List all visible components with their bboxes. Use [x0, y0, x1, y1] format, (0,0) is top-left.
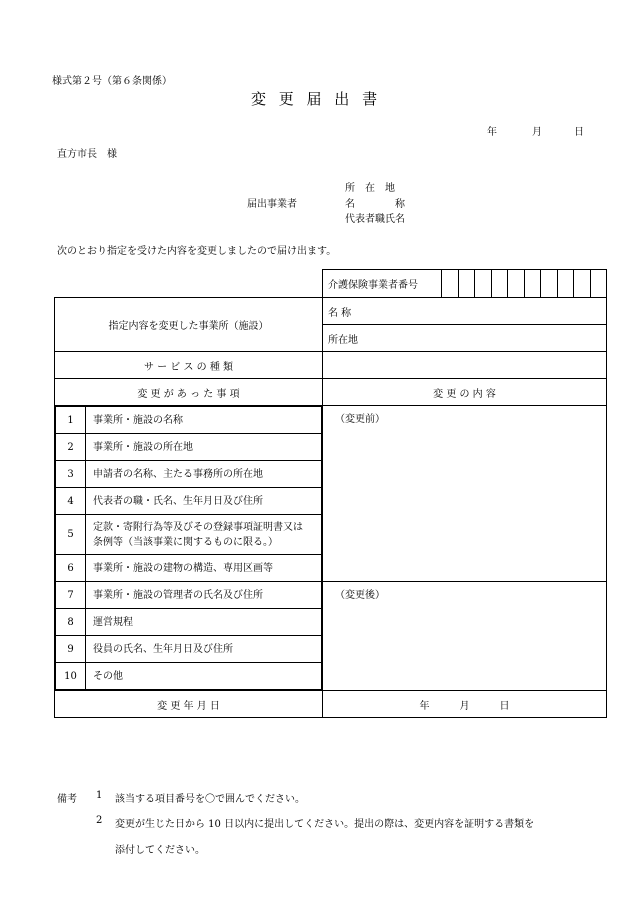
blank-cell	[55, 270, 323, 298]
item-number[interactable]: 9	[56, 636, 86, 663]
facility-name-label: 名 称	[328, 307, 352, 319]
change-content-cell	[323, 406, 607, 691]
item-number[interactable]: 5	[56, 515, 86, 555]
item-text-line2: 条例等（当該事業に関するものに限る。）	[93, 536, 278, 548]
change-form-table	[54, 269, 607, 718]
date-month-label: 月	[532, 127, 542, 138]
before-change-area[interactable]	[323, 406, 606, 582]
insurance-number-label: 介護保険事業者番号	[328, 280, 418, 291]
service-type-cell[interactable]	[323, 352, 607, 379]
insurance-number-row	[323, 270, 607, 298]
item-text: 申請者の名称、主たる事務所の所在地	[86, 461, 322, 488]
item-text: 事業所・施設の建物の構造、専用区画等	[86, 555, 322, 582]
notes-label: 備考	[57, 794, 77, 805]
item-text: 事業所・施設の所在地	[86, 434, 322, 461]
applicant-representative-label: 代表者職氏名	[345, 214, 405, 225]
change-date-value[interactable]: 年 月 日	[323, 691, 607, 718]
note2-continuation: 添付してください。	[115, 845, 205, 856]
item-text: 事業所・施設の名称	[86, 407, 322, 434]
item-text-line1: 定款・寄附行為等及びその登録事項証明書又は	[93, 521, 303, 533]
insurance-number-input[interactable]	[441, 270, 606, 297]
after-change-label: （変更後）	[335, 590, 385, 601]
intro-text: 次のとおり指定を受けた内容を変更しましたので届け出ます。	[57, 246, 337, 257]
after-change-area[interactable]	[323, 582, 606, 690]
item-text	[86, 515, 322, 555]
note1-number: 1	[96, 790, 103, 801]
applicant-label: 届出事業者	[247, 199, 297, 210]
facility-location-label: 所在地	[328, 334, 358, 346]
facility-location-cell[interactable]	[323, 325, 607, 352]
date-day-label: 日	[574, 127, 584, 138]
item-number[interactable]: 4	[56, 488, 86, 515]
item-number[interactable]: 6	[56, 555, 86, 582]
item-text: その他	[86, 663, 322, 690]
item-number[interactable]: 2	[56, 434, 86, 461]
note1-text: 該当する項目番号を〇で囲んでください。	[115, 794, 305, 805]
item-number[interactable]: 10	[56, 663, 86, 690]
item-number[interactable]: 7	[56, 582, 86, 609]
applicant-address-label: 所 在 地	[345, 183, 395, 194]
facility-label: 指定内容を変更した事業所（施設）	[55, 298, 323, 352]
applicant-name-label: 名 称	[345, 199, 405, 210]
service-type-label: サ ー ビ ス の 種 類	[55, 352, 323, 379]
changed-items-header: 変 更 が あ っ た 事 項	[55, 379, 323, 406]
addressee: 直方市長 様	[57, 149, 117, 160]
change-content-header: 変 更 の 内 容	[323, 379, 607, 406]
item-text: 事業所・施設の管理者の氏名及び住所	[86, 582, 322, 609]
note2-text: 変更が生じた日から 10 日以内に提出してください。提出の際は、変更内容を証明する書類を	[115, 819, 535, 830]
change-date-label: 変 更 年 月 日	[55, 691, 323, 718]
item-text: 代表者の職・氏名、生年月日及び住所	[86, 488, 322, 515]
note2-number: 2	[96, 815, 103, 826]
changed-items-list	[55, 406, 323, 691]
item-text: 運営規程	[86, 609, 322, 636]
item-number[interactable]: 1	[56, 407, 86, 434]
form-number: 様式第２号（第６条関係）	[52, 76, 172, 87]
item-number[interactable]: 3	[56, 461, 86, 488]
date-year-label: 年	[487, 127, 497, 138]
document-title: 変 更 届 出 書	[251, 90, 382, 108]
item-text: 役員の氏名、生年月日及び住所	[86, 636, 322, 663]
before-change-label: （変更前）	[335, 414, 385, 425]
item-number[interactable]: 8	[56, 609, 86, 636]
facility-name-cell[interactable]	[323, 298, 607, 325]
